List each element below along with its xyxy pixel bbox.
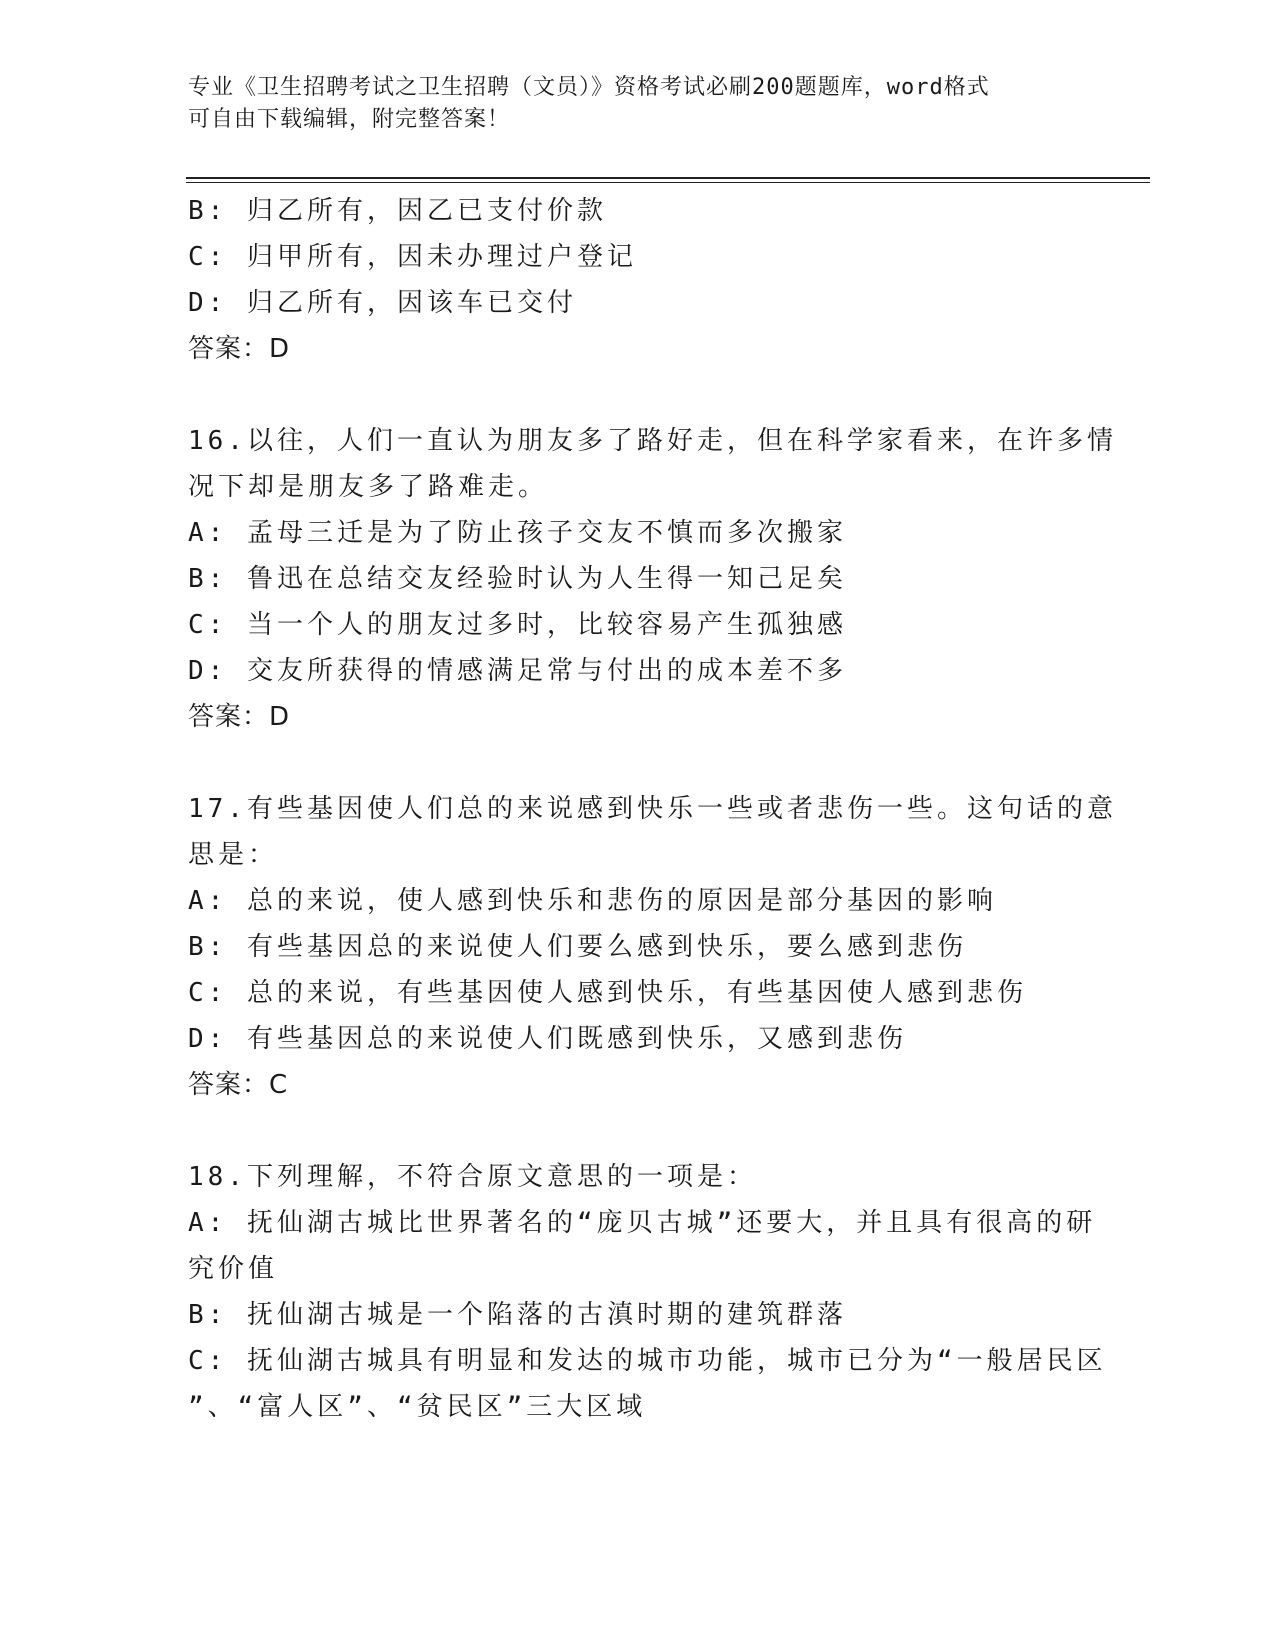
q16-option-c: C: 当一个人的朋友过多时，比较容易产生孤独感 [188,610,847,640]
page-header [188,72,1068,136]
q16-answer: 答案：D [188,702,291,732]
question-17-block [188,786,1117,1108]
q16-stem-line-1: 16.以往，人们一直认为朋友多了路好走，但在科学家看来，在许多情 [188,426,1117,456]
q15-option-d: D: 归乙所有，因该车已交付 [188,288,577,318]
header-divider-thin [186,182,1150,183]
question-16-block [188,418,1117,740]
question-15-block [188,188,1088,372]
spacer [188,740,1088,786]
question-18-block [188,1154,1107,1430]
q18-option-c-line-1: C: 抚仙湖古城具有明显和发达的城市功能，城市已分为“一般居民区 [188,1346,1107,1376]
q15-answer: 答案：D [188,334,291,364]
q16-option-b: B: 鲁迅在总结交友经验时认为人生得一知己足矣 [188,564,847,594]
q18-option-a-line-2: 究价值 [188,1254,279,1284]
header-title-line-1: 专业《卫生招聘考试之卫生招聘（文员）》资格考试必刷200题题库，word格式 [188,75,990,100]
q17-option-a: A: 总的来说，使人感到快乐和悲伤的原因是部分基因的影响 [188,886,997,916]
q17-stem-line-2: 思是： [188,840,279,870]
q16-stem-line-2: 况下却是朋友多了路难走。 [188,472,549,502]
question-content [188,188,1117,1430]
q16-option-a: A: 孟母三迁是为了防止孩子交友不慎而多次搬家 [188,518,847,548]
q18-stem-line-1: 18.下列理解，不符合原文意思的一项是： [188,1162,757,1192]
q16-option-d: D: 交友所获得的情感满足常与付出的成本差不多 [188,656,847,686]
q17-option-c: C: 总的来说，有些基因使人感到快乐，有些基因使人感到悲伤 [188,978,1027,1008]
q18-option-a-line-1: A: 抚仙湖古城比世界著名的“庞贝古城”还要大，并且具有很高的研 [188,1208,1097,1238]
q18-option-b: B: 抚仙湖古城是一个陷落的古滇时期的建筑群落 [188,1300,847,1330]
header-divider-thick [186,177,1150,179]
q18-option-c-line-2: ”、“富人区”、“贫民区”三大区域 [188,1392,647,1422]
q17-stem-line-1: 17.有些基因使人们总的来说感到快乐一些或者悲伤一些。这句话的意 [188,794,1117,824]
q17-option-b: B: 有些基因总的来说使人们要么感到快乐，要么感到悲伤 [188,932,967,962]
spacer [188,372,1088,418]
q17-option-d: D: 有些基因总的来说使人们既感到快乐，又感到悲伤 [188,1024,907,1054]
q15-option-c: C: 归甲所有，因未办理过户登记 [188,242,637,272]
q15-option-b: B: 归乙所有，因乙已支付价款 [188,196,607,226]
q17-answer: 答案：C [188,1070,289,1100]
spacer [188,1108,1088,1154]
header-title-line-2: 可自由下载编辑，附完整答案！ [188,107,511,132]
